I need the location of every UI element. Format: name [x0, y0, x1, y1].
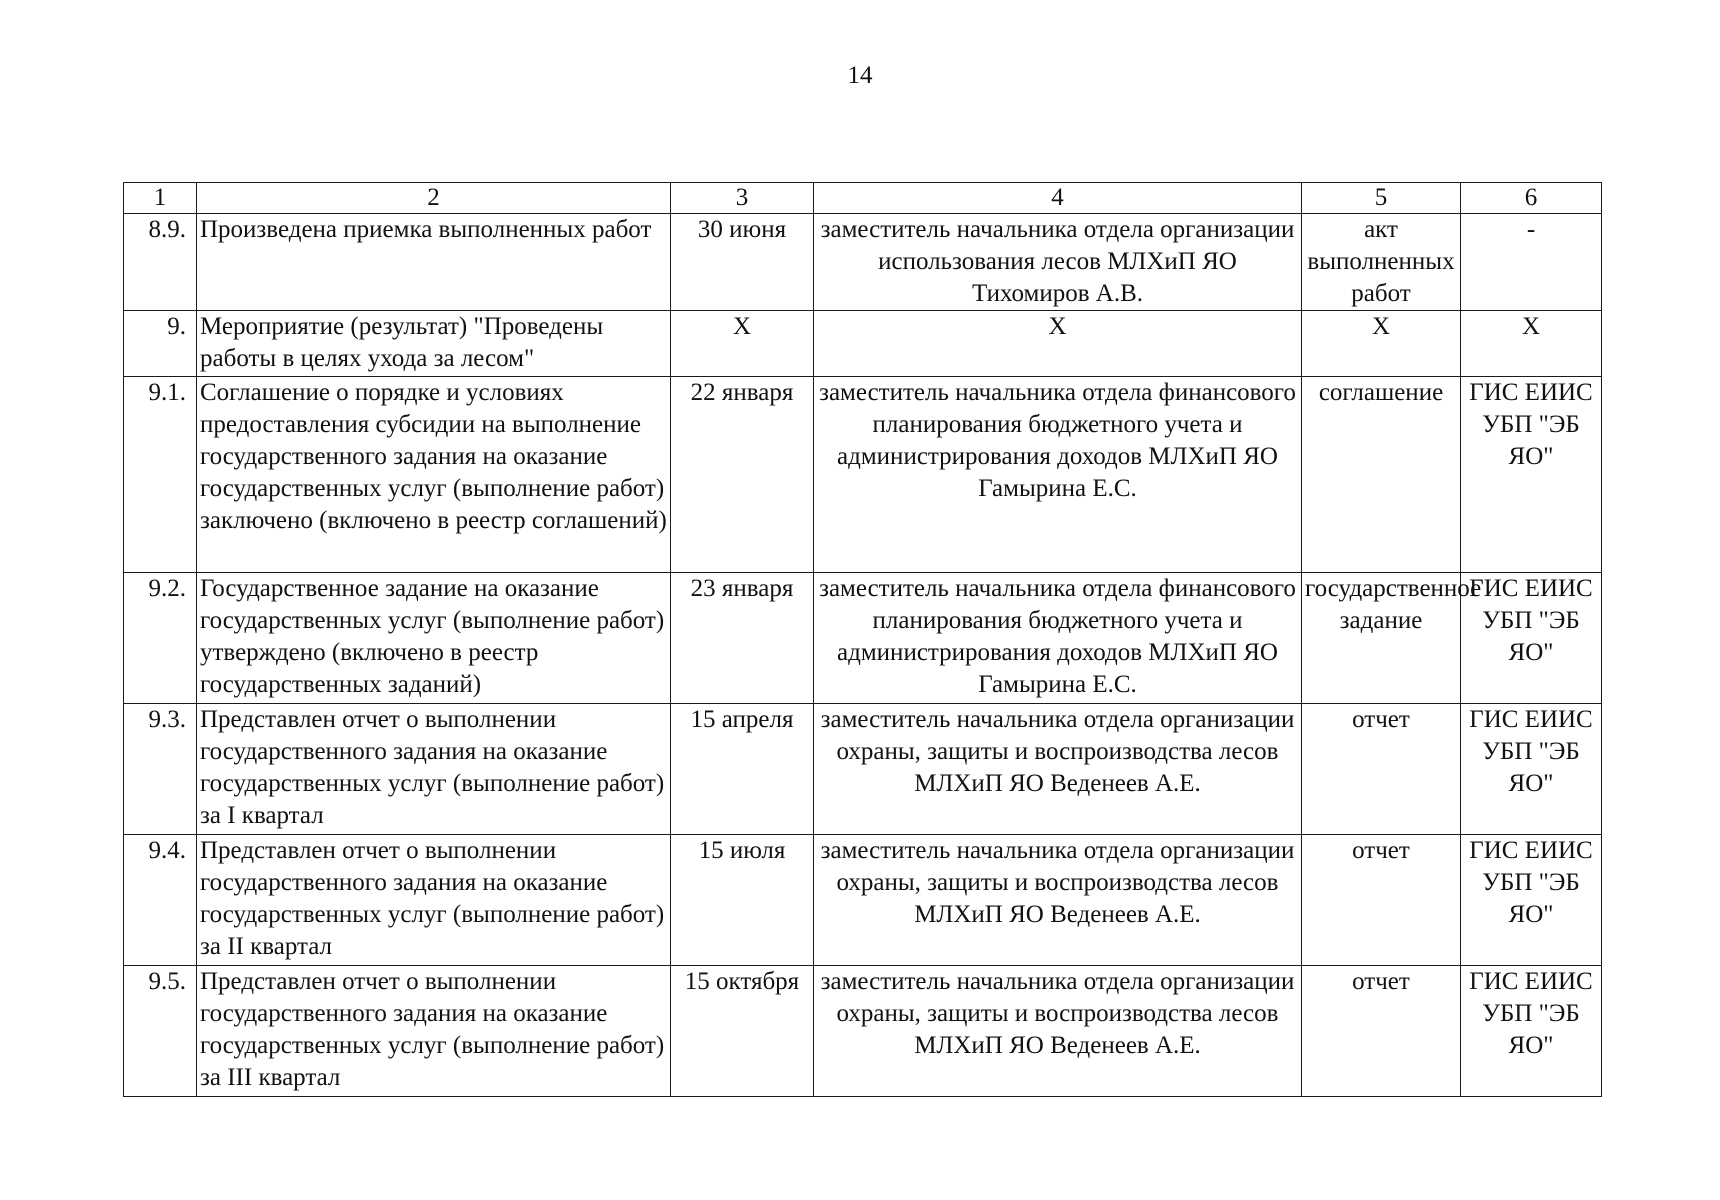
event-date: X — [671, 311, 814, 377]
document-type: отчет — [1302, 966, 1461, 1097]
event-name: Мероприятие (результат) "Проведены работы в целях ухода за лесом" — [197, 311, 671, 377]
column-header: 6 — [1461, 183, 1602, 214]
table-row — [124, 377, 1602, 573]
column-header: 5 — [1302, 183, 1461, 214]
table-header-row — [124, 183, 1602, 214]
event-name: Соглашение о порядке и условиях предоставления субсидии на выполнение государственного задания на оказание государственных услуг (выполнение работ) заключено (включено в реестр соглашений) — [197, 377, 671, 573]
document-type: акт выполненных работ — [1302, 214, 1461, 311]
table-row — [124, 573, 1602, 704]
responsible-person: заместитель начальника отдела организации использования лесов МЛХиП ЯО Тихомиров А.В. — [814, 214, 1302, 311]
table-row — [124, 835, 1602, 966]
column-header: 4 — [814, 183, 1302, 214]
event-date: 15 октября — [671, 966, 814, 1097]
information-system: - — [1461, 214, 1602, 311]
information-system: ГИС ЕИИС УБП "ЭБ ЯО" — [1461, 573, 1602, 704]
column-header: 3 — [671, 183, 814, 214]
responsible-person: заместитель начальника отдела финансового планирования бюджетного учета и администрирования доходов МЛХиП ЯО Гамырина Е.С. — [814, 377, 1302, 573]
row-number: 8.9. — [124, 214, 197, 311]
information-system: ГИС ЕИИС УБП "ЭБ ЯО" — [1461, 835, 1602, 966]
row-number: 9.5. — [124, 966, 197, 1097]
document-type: X — [1302, 311, 1461, 377]
row-number: 9.2. — [124, 573, 197, 704]
information-system: ГИС ЕИИС УБП "ЭБ ЯО" — [1461, 377, 1602, 573]
responsible-person: заместитель начальника отдела организации охраны, защиты и воспроизводства лесов МЛХиП ЯО Веденеев А.Е. — [814, 966, 1302, 1097]
document-type: соглашение — [1302, 377, 1461, 573]
event-date: 22 января — [671, 377, 814, 573]
responsible-person: заместитель начальника отдела организации охраны, защиты и воспроизводства лесов МЛХиП ЯО Веденеев А.Е. — [814, 704, 1302, 835]
row-number: 9. — [124, 311, 197, 377]
event-name: Представлен отчет о выполнении государственного задания на оказание государственных услуг (выполнение работ) за III квартал — [197, 966, 671, 1097]
document-type: отчет — [1302, 704, 1461, 835]
event-name: Произведена приемка выполненных работ — [197, 214, 671, 311]
event-date: 15 апреля — [671, 704, 814, 835]
row-number: 9.3. — [124, 704, 197, 835]
responsible-person: заместитель начальника отдела финансового планирования бюджетного учета и администрирования доходов МЛХиП ЯО Гамырина Е.С. — [814, 573, 1302, 704]
responsible-person: X — [814, 311, 1302, 377]
information-system: ГИС ЕИИС УБП "ЭБ ЯО" — [1461, 966, 1602, 1097]
event-date: 30 июня — [671, 214, 814, 311]
document-type: отчет — [1302, 835, 1461, 966]
event-date: 23 января — [671, 573, 814, 704]
information-system: ГИС ЕИИС УБП "ЭБ ЯО" — [1461, 704, 1602, 835]
column-header: 1 — [124, 183, 197, 214]
event-name: Представлен отчет о выполнении государственного задания на оказание государственных услуг (выполнение работ) за II квартал — [197, 835, 671, 966]
plan-table — [123, 182, 1602, 1097]
event-date: 15 июля — [671, 835, 814, 966]
table-row — [124, 966, 1602, 1097]
event-name: Представлен отчет о выполнении государственного задания на оказание государственных услуг (выполнение работ) за I квартал — [197, 704, 671, 835]
table-row — [124, 311, 1602, 377]
document-type: государственное задание — [1302, 573, 1461, 704]
column-header: 2 — [197, 183, 671, 214]
page-number: 14 — [847, 62, 873, 89]
information-system: X — [1461, 311, 1602, 377]
event-name: Государственное задание на оказание государственных услуг (выполнение работ) утверждено (включено в реестр государственных заданий) — [197, 573, 671, 704]
table-row — [124, 704, 1602, 835]
table-row — [124, 214, 1602, 311]
row-number: 9.1. — [124, 377, 197, 573]
row-number: 9.4. — [124, 835, 197, 966]
responsible-person: заместитель начальника отдела организации охраны, защиты и воспроизводства лесов МЛХиП ЯО Веденеев А.Е. — [814, 835, 1302, 966]
